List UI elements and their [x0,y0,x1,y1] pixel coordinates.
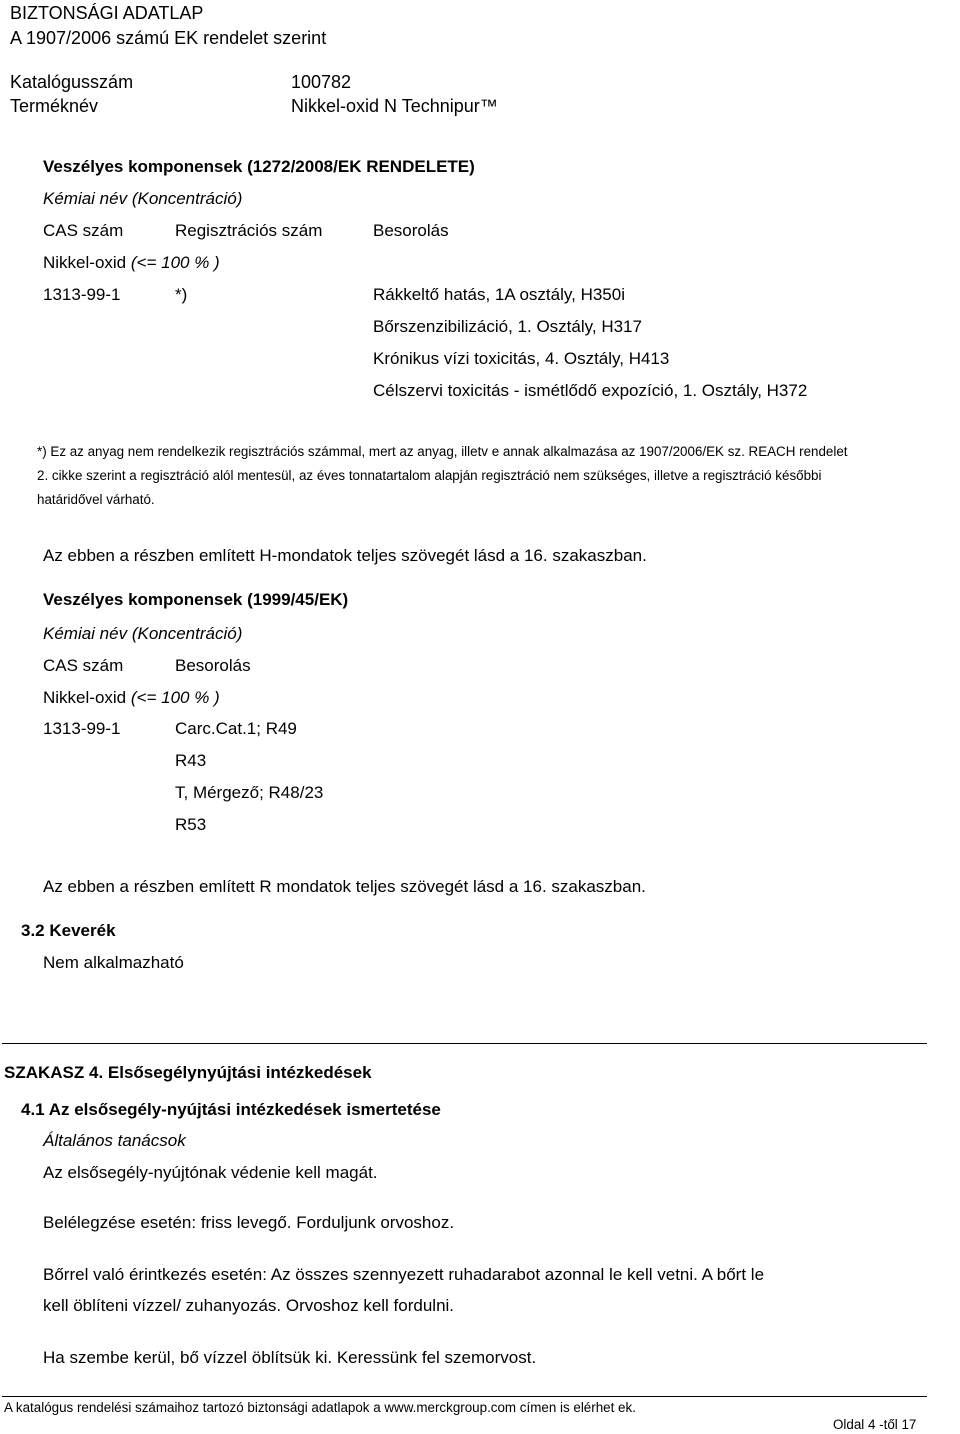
skin-contact-advice-cont: kell öblíteni vízzel/ zuhanyozás. Orvoshoz kell fordulni. [43,1296,455,1315]
substance-line-1999 [43,688,220,708]
catalog-label: Katalógusszám [10,72,134,92]
substance-concentration: (<= 100 % ) [130,688,220,707]
footer-note: A katalógus rendelési számaihoz tartozó biztonsági adatlapok a www.merckgroup.com címen is elérhet ek. [4,1400,636,1415]
mixture-text: Nem alkalmazható [43,953,184,972]
section-title-1272: Veszélyes komponensek (1272/2008/EK RENDELETE) [43,157,475,176]
cas-number-1999: 1313-99-1 [43,719,121,738]
chemical-name-heading-1272: Kémiai név (Koncentráció) [43,189,243,208]
section-3-2-title: 3.2 Keverék [21,921,116,940]
classification-line: Rákkeltő hatás, 1A osztály, H350i [373,285,625,304]
classification-line: Krónikus vízi toxicitás, 4. Osztály, H413 [373,349,670,368]
substance-name: Nikkel-oxid [43,688,127,707]
document-type: BIZTONSÁGI ADATLAP [10,3,204,23]
product-name: Nikkel-oxid N Technipur™ [291,96,498,116]
r-classification-line: R43 [175,751,207,770]
classification-line: Célszervi toxicitás - ismétlődő expozíció, 1. Osztály, H372 [373,381,808,400]
r-classification-line: Carc.Cat.1; R49 [175,719,297,738]
general-advice-text: Az elsősegély-nyújtónak védenie kell magát. [43,1163,378,1182]
col-cas-1999: CAS szám [43,656,124,675]
footnote-line: *) Ez az anyag nem rendelkezik regisztrációs számmal, mert az anyag, illetv e annak alkalmazása az 1907/2006/EK sz. REACH rendelet [37,444,848,459]
inhalation-advice: Belélegzése esetén: friss levegő. Forduljunk orvoshoz. [43,1213,455,1232]
general-advice-label: Általános tanácsok [43,1131,186,1150]
r-classification-line: T, Mérgező; R48/23 [175,783,324,802]
col-registration-1272: Regisztrációs szám [175,221,323,240]
col-classification-1272: Besorolás [373,221,449,240]
section-divider [2,1043,927,1044]
substance-name: Nikkel-oxid [43,253,127,272]
footnote-line: határidővel várható. [37,492,155,507]
registration-number: *) [175,285,188,304]
regulation-reference: A 1907/2006 számú EK rendelet szerint [10,28,327,48]
substance-concentration: (<= 100 % ) [130,253,220,272]
footnote-line: 2. cikke szerint a regisztráció alól mentesül, az éves tonnatartalom alapján regisztráció nem szükséges, illetve a regisztráció későbbi [37,468,822,483]
substance-line-1272 [43,253,220,273]
col-cas-1272: CAS szám [43,221,124,240]
page-number: Oldal 4 -től 17 [833,1417,917,1432]
section-4-title: SZAKASZ 4. Elsősegélynyújtási intézkedések [4,1063,372,1082]
r-statements-note: Az ebben a részben említett R mondatok teljes szövegét lásd a 16. szakaszban. [43,877,646,896]
r-classification-line: R53 [175,815,207,834]
product-label: Terméknév [10,96,99,116]
cas-number-1272: 1313-99-1 [43,285,121,304]
skin-contact-advice: Bőrrel való érintkezés esetén: Az összes szennyezett ruhadarabot azonnal le kell vetni. A bőrt le [43,1265,765,1284]
section-4-1-title: 4.1 Az elsősegély-nyújtási intézkedések ismertetése [21,1100,441,1119]
section-title-1999: Veszélyes komponensek (1999/45/EK) [43,590,349,609]
catalog-number: 100782 [291,72,352,92]
chemical-name-heading-1999: Kémiai név (Koncentráció) [43,624,243,643]
eye-contact-advice: Ha szembe kerül, bő vízzel öblítsük ki. Keressünk fel szemorvost. [43,1348,537,1367]
col-classification-1999: Besorolás [175,656,251,675]
h-statements-note: Az ebben a részben említett H-mondatok teljes szövegét lásd a 16. szakaszban. [43,546,647,565]
footer-divider [2,1396,927,1397]
classification-line: Bőrszenzibilizáció, 1. Osztály, H317 [373,317,642,336]
